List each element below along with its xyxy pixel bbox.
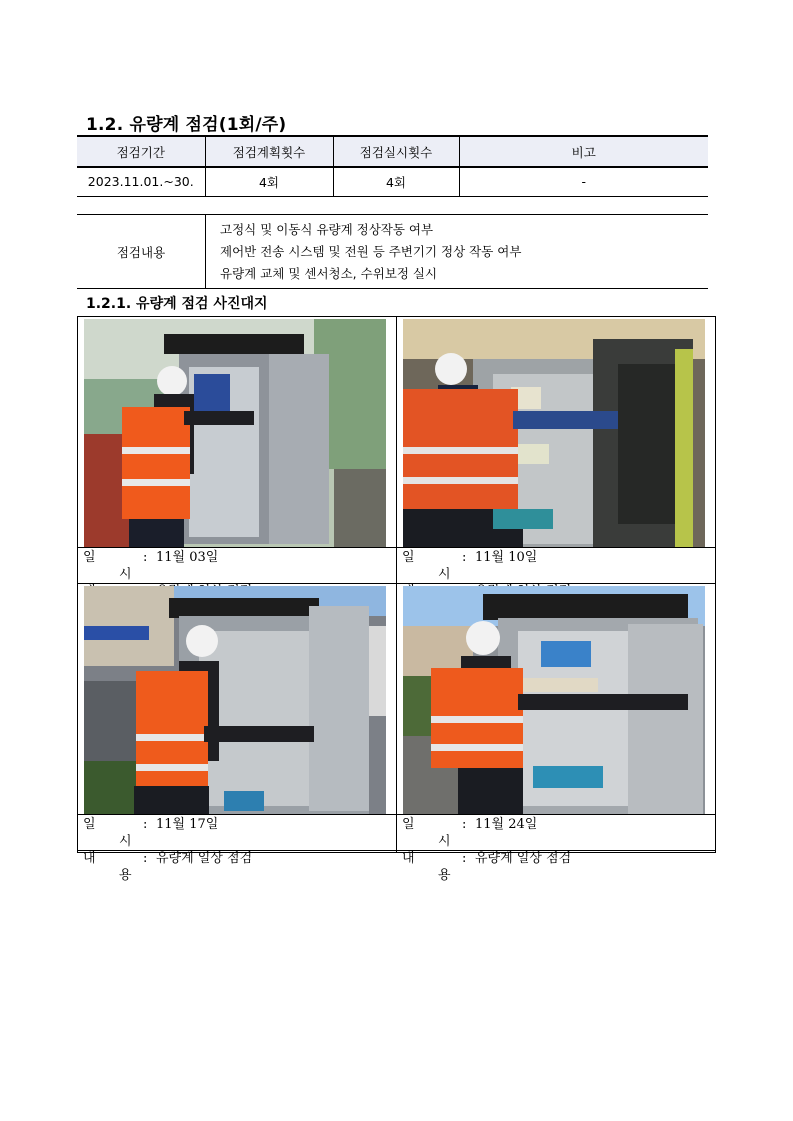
photo-date: 11월 17일 (156, 817, 219, 832)
section-title: 1.2. 유량계 점검(1회/주) (86, 115, 287, 135)
date-key-1: 일 (402, 817, 415, 832)
photo-content: 유량계 일상 점검 (475, 851, 572, 866)
separator: : (462, 817, 467, 832)
content-key-1: 내 (402, 851, 415, 866)
header-note: 비고 (459, 136, 708, 167)
content-key-2: 용 (438, 868, 451, 883)
photo-grid (77, 316, 716, 883)
date-key-2: 시 (438, 567, 451, 582)
photo-date: 11월 24일 (475, 817, 538, 832)
separator: : (143, 851, 148, 866)
separator: : (462, 851, 467, 866)
contents-item: 제어반 전송 시스템 및 전원 등 주변기기 정상 작동 여부 (220, 243, 522, 259)
date-key-1: 일 (83, 817, 96, 832)
photo-section-title: 1.2.1. 유량계 점검 사진대지 (86, 296, 268, 312)
photo-content: 유량계 일상 점검 (156, 851, 253, 866)
photo-caption (78, 814, 396, 883)
photo-date: 11월 10일 (475, 550, 538, 565)
separator: : (143, 817, 148, 832)
date-key-2: 시 (119, 834, 132, 849)
photo-caption (78, 547, 396, 584)
header-planned-count: 점검계획횟수 (205, 136, 333, 167)
photo-caption (397, 814, 715, 883)
separator: : (143, 550, 148, 565)
cell-actual-count: 4회 (333, 167, 459, 196)
photo-date: 11월 03일 (156, 550, 219, 565)
content-key-2: 용 (119, 868, 132, 883)
date-key-2: 시 (438, 834, 451, 849)
contents-item: 고정식 및 이동식 유량계 정상작동 여부 (220, 221, 434, 237)
cell-note: - (459, 167, 708, 196)
contents-label: 점검내용 (77, 215, 206, 289)
header-period: 점검기간 (77, 136, 205, 167)
header-actual-count: 점검실시횟수 (333, 136, 459, 167)
inspection-photo (403, 586, 705, 814)
content-key-1: 내 (83, 851, 96, 866)
separator: : (462, 550, 467, 565)
cell-period: 2023.11.01.~30. (77, 167, 205, 196)
inspection-contents-table (77, 214, 708, 289)
date-key-1: 일 (83, 550, 96, 565)
contents-item: 유량계 교체 및 센서청소, 수위보정 실시 (220, 265, 438, 281)
contents-items (206, 215, 709, 289)
date-key-1: 일 (402, 550, 415, 565)
photo-caption (397, 547, 715, 584)
inspection-photo (84, 319, 386, 547)
cell-planned-count: 4회 (205, 167, 333, 196)
table-row (77, 167, 708, 196)
date-key-2: 시 (119, 567, 132, 582)
inspection-summary-table (77, 135, 708, 197)
inspection-photo (403, 319, 705, 547)
inspection-photo (84, 586, 386, 814)
